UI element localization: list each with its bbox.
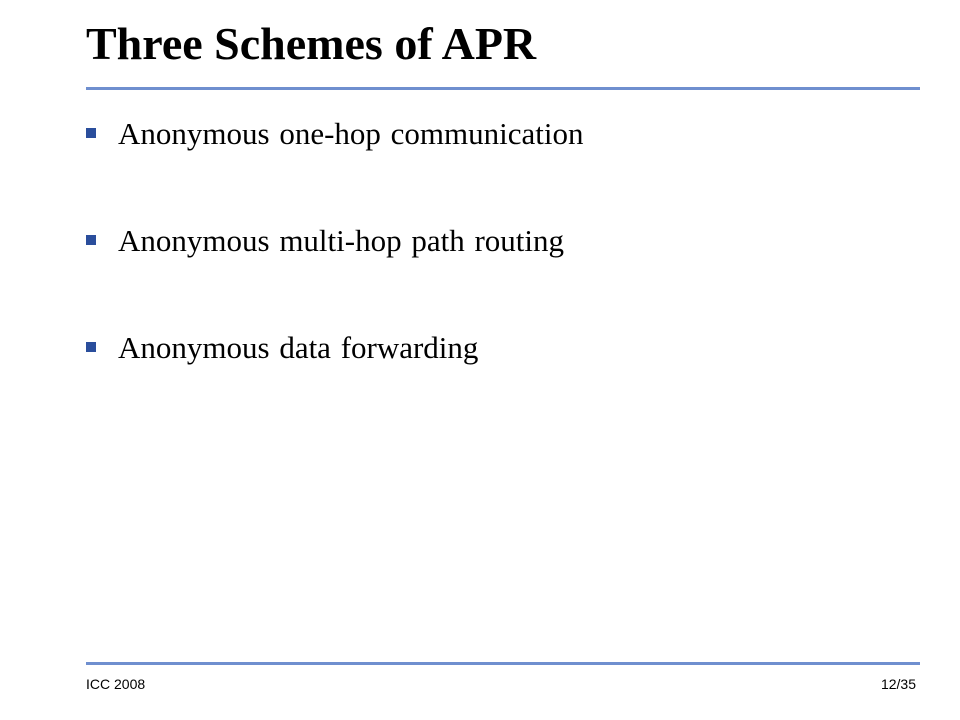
square-bullet-icon bbox=[86, 235, 96, 245]
title-divider bbox=[86, 87, 920, 90]
footer-divider bbox=[86, 662, 920, 665]
bullet-list bbox=[86, 112, 584, 433]
footer-conference: ICC 2008 bbox=[86, 676, 146, 692]
square-bullet-icon bbox=[86, 342, 96, 352]
bullet-item bbox=[86, 326, 584, 370]
bullet-item bbox=[86, 112, 584, 156]
bullet-text: Anonymous multi-hop path routing bbox=[118, 223, 565, 258]
square-bullet-icon bbox=[86, 128, 96, 138]
bullet-text: Anonymous one-hop communication bbox=[118, 116, 584, 151]
bullet-item bbox=[86, 219, 584, 263]
slide-title: Three Schemes of APR bbox=[86, 18, 537, 69]
bullet-text: Anonymous data forwarding bbox=[118, 330, 479, 365]
page-number: 12/35 bbox=[880, 676, 916, 692]
